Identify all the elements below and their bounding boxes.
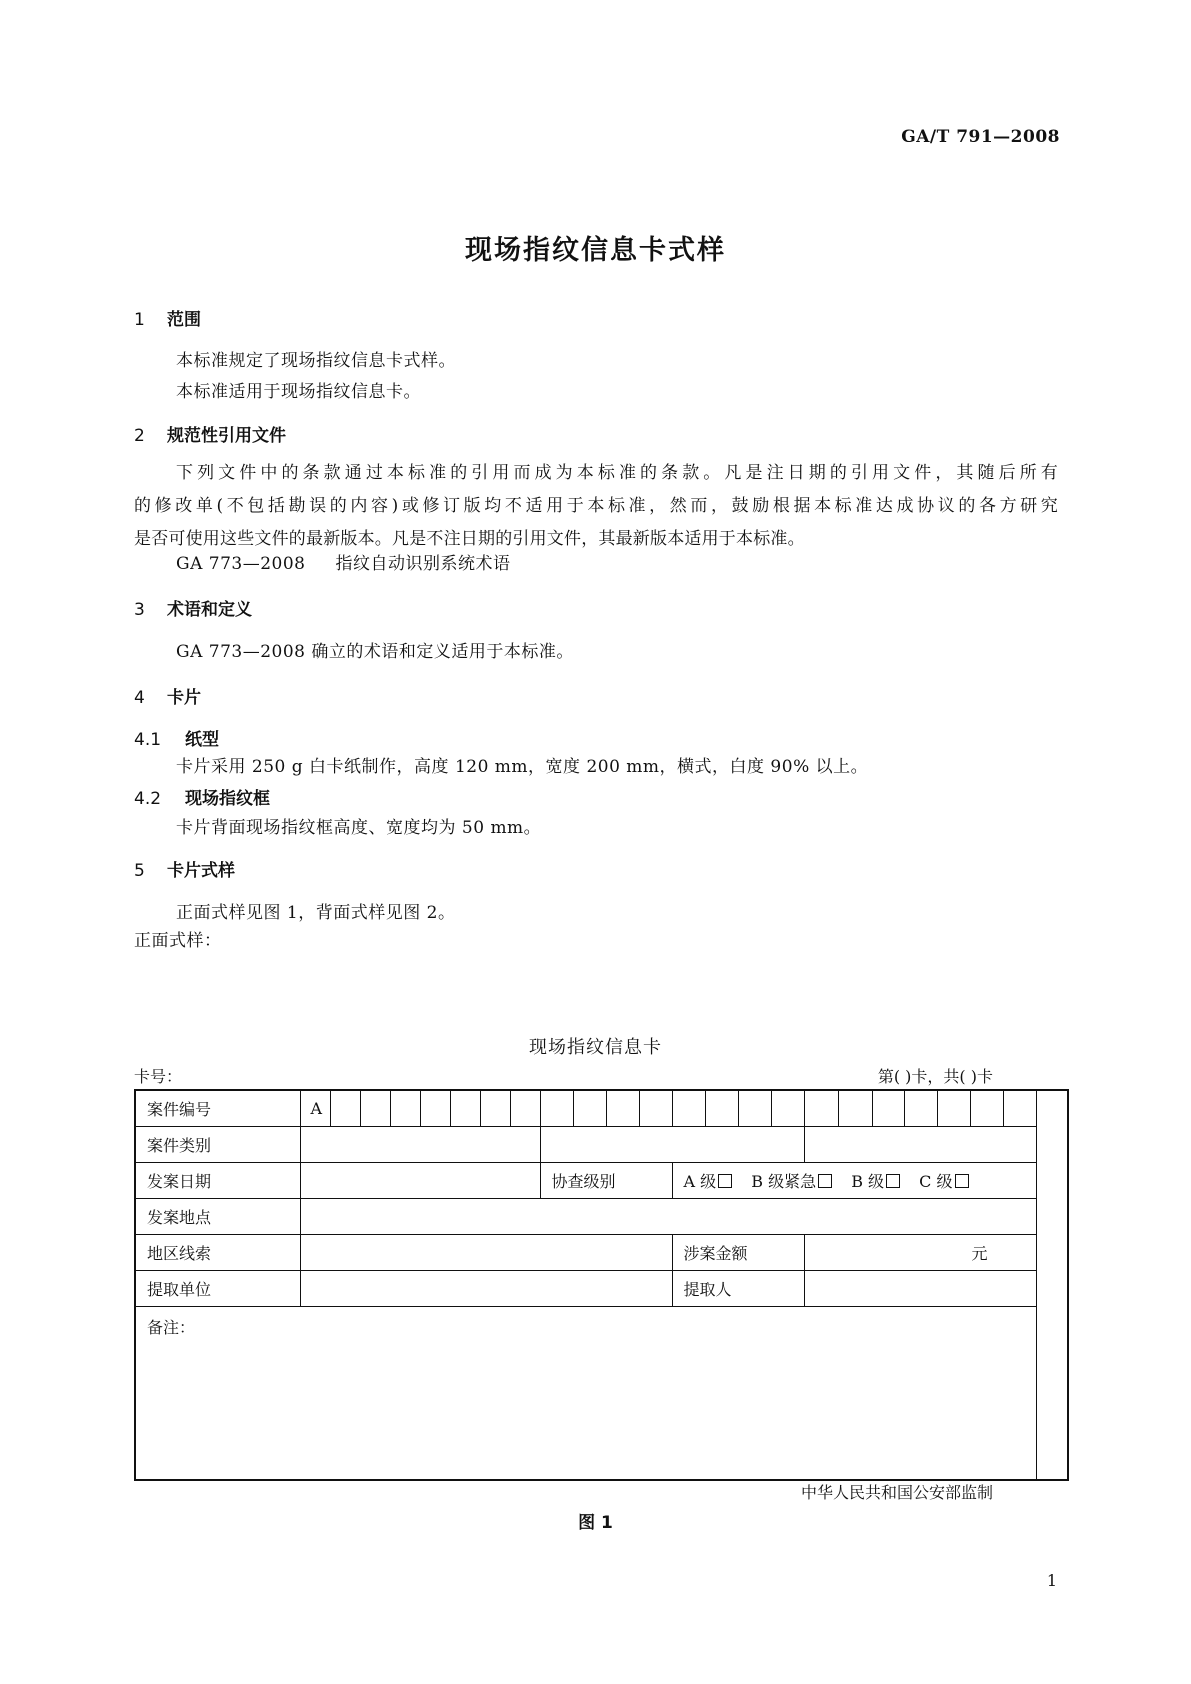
table-row (135, 1090, 1068, 1127)
case-number-digit-cell[interactable] (937, 1090, 970, 1127)
table-row (135, 1307, 1068, 1481)
level-option-c[interactable] (919, 1169, 968, 1192)
card-sample-paragraph: 正面式样见图 1，背面式样见图 2。 (176, 903, 456, 923)
document-title: 现场指纹信息卡式样 (465, 235, 726, 266)
level-option-label: B 级紧急 (751, 1172, 817, 1191)
amount-field[interactable] (804, 1235, 1036, 1271)
case-number-digit-cell[interactable] (573, 1090, 606, 1127)
section-title: 规范性引用文件 (167, 426, 286, 446)
case-number-prefix: A (300, 1090, 330, 1127)
section-number: 2 (134, 426, 145, 446)
table-row (135, 1199, 1068, 1235)
location-field[interactable] (300, 1199, 1036, 1235)
checkbox[interactable] (818, 1174, 832, 1188)
extractor-label: 提取人 (672, 1271, 804, 1307)
level-option-label: C 级 (919, 1172, 953, 1191)
reference-entry (176, 549, 510, 574)
case-number-digit-cell[interactable] (672, 1090, 705, 1127)
remarks-field[interactable] (135, 1307, 1036, 1481)
fingerprint-info-card (134, 1089, 1069, 1481)
amount-label: 涉案金额 (672, 1235, 804, 1271)
standard-number: GA/T 791—2008 (901, 127, 1060, 147)
location-label: 发案地点 (135, 1199, 300, 1235)
area-clues-label: 地区线索 (135, 1235, 300, 1271)
case-type-field-3[interactable] (804, 1127, 1036, 1163)
date-label: 发案日期 (135, 1163, 300, 1199)
case-number-digit-cell[interactable] (480, 1090, 510, 1127)
section-number: 1 (134, 310, 145, 330)
section-title: 纸型 (185, 730, 219, 750)
case-number-label: 案件编号 (135, 1090, 300, 1127)
case-number-digit-cell[interactable] (390, 1090, 420, 1127)
case-number-digit-cell[interactable] (606, 1090, 639, 1127)
front-sample-label: 正面式样： (134, 931, 222, 951)
paragraph-line: 下列文件中的条款通过本标准的引用而成为本标准的条款。凡是注日期的引用文件，其随后所有 (176, 463, 1058, 483)
case-number-digit-cell[interactable] (705, 1090, 738, 1127)
section-title: 现场指纹框 (185, 789, 270, 809)
case-type-label: 案件类别 (135, 1127, 300, 1163)
section-title: 范围 (167, 310, 201, 330)
normative-references-paragraph (134, 457, 1058, 556)
case-number-digit-cell[interactable] (420, 1090, 450, 1127)
section-title: 卡片式样 (167, 861, 235, 881)
card-number-label: 卡号： (134, 1067, 183, 1086)
case-number-digit-cell[interactable] (838, 1090, 872, 1127)
assist-level-options (672, 1163, 1036, 1199)
level-option-b-urgent[interactable] (751, 1169, 832, 1192)
section-number: 4 (134, 688, 145, 708)
card-count-label: 第( )卡，共( )卡 (877, 1067, 993, 1086)
case-number-digit-cell[interactable] (738, 1090, 771, 1127)
scope-paragraph-2: 本标准适用于现场指纹信息卡。 (176, 382, 421, 402)
paragraph-line: 是否可使用这些文件的最新版本。凡是不注日期的引用文件，其最新版本适用于本标准。 (134, 529, 805, 549)
section-number: 4.1 (134, 730, 162, 750)
section-number: 3 (134, 600, 145, 620)
extraction-unit-label: 提取单位 (135, 1271, 300, 1307)
amount-unit: 元 (971, 1244, 988, 1263)
section-3-heading (134, 595, 252, 620)
section-number: 4.2 (134, 789, 162, 809)
fingerprint-frame-paragraph: 卡片背面现场指纹框高度、宽度均为 50 mm。 (176, 818, 542, 838)
case-number-digit-cell[interactable] (1003, 1090, 1036, 1127)
section-title: 卡片 (167, 688, 201, 708)
level-option-label: A 级 (683, 1172, 717, 1191)
case-number-digit-cell[interactable] (360, 1090, 390, 1127)
remarks-label: 备注： (147, 1318, 196, 1337)
level-option-a[interactable] (684, 1169, 733, 1192)
figure-caption: 图 1 (578, 1513, 613, 1533)
table-row (135, 1271, 1068, 1307)
case-number-digit-cell[interactable] (510, 1090, 540, 1127)
level-option-b[interactable] (851, 1169, 900, 1192)
case-type-field-2[interactable] (540, 1127, 804, 1163)
area-clues-field[interactable] (300, 1235, 672, 1271)
level-option-label: B 级 (851, 1172, 885, 1191)
extractor-field[interactable] (804, 1271, 1036, 1307)
checkbox[interactable] (886, 1174, 900, 1188)
reference-title: 指纹自动识别系统术语 (335, 554, 511, 574)
reference-code: GA 773—2008 (176, 554, 306, 574)
case-number-digit-cell[interactable] (872, 1090, 904, 1127)
table-row (135, 1235, 1068, 1271)
assist-level-label: 协查级别 (540, 1163, 672, 1199)
section-4-heading (134, 683, 201, 708)
case-number-digit-cell[interactable] (904, 1090, 937, 1127)
page-number: 1 (1046, 1571, 1057, 1590)
section-1-heading (134, 305, 201, 330)
extraction-unit-field[interactable] (300, 1271, 672, 1307)
checkbox[interactable] (718, 1174, 732, 1188)
checkbox[interactable] (955, 1174, 969, 1188)
case-number-digit-cell[interactable] (330, 1090, 360, 1127)
section-4-2-heading (134, 784, 270, 809)
paper-type-paragraph: 卡片采用 250 g 白卡纸制作，高度 120 mm，宽度 200 mm，横式，白度 90% 以上。 (176, 757, 869, 777)
table-row (135, 1163, 1068, 1199)
terms-paragraph: GA 773—2008 确立的术语和定义适用于本标准。 (176, 642, 574, 662)
paragraph-line: 的修改单(不包括勘误的内容)或修订版均不适用于本标准，然而，鼓励根据本标准达成协议的各方研究 (134, 496, 1058, 516)
table-row (135, 1127, 1068, 1163)
case-type-field-1[interactable] (300, 1127, 540, 1163)
case-number-digit-cell[interactable] (771, 1090, 804, 1127)
case-number-digit-cell[interactable] (540, 1090, 573, 1127)
case-number-digit-cell[interactable] (450, 1090, 480, 1127)
case-number-digit-cell[interactable] (804, 1090, 838, 1127)
section-title: 术语和定义 (167, 600, 252, 620)
date-field[interactable] (300, 1163, 540, 1199)
scope-paragraph-1: 本标准规定了现场指纹信息卡式样。 (176, 351, 456, 371)
section-5-heading (134, 856, 235, 881)
card-title: 现场指纹信息卡 (529, 1037, 662, 1058)
section-2-heading (134, 421, 286, 446)
supervisor-label: 中华人民共和国公安部监制 (800, 1483, 993, 1502)
case-number-digit-cell[interactable] (970, 1090, 1003, 1127)
section-4-1-heading (134, 725, 219, 750)
section-number: 5 (134, 861, 145, 881)
case-number-digit-cell[interactable] (639, 1090, 672, 1127)
